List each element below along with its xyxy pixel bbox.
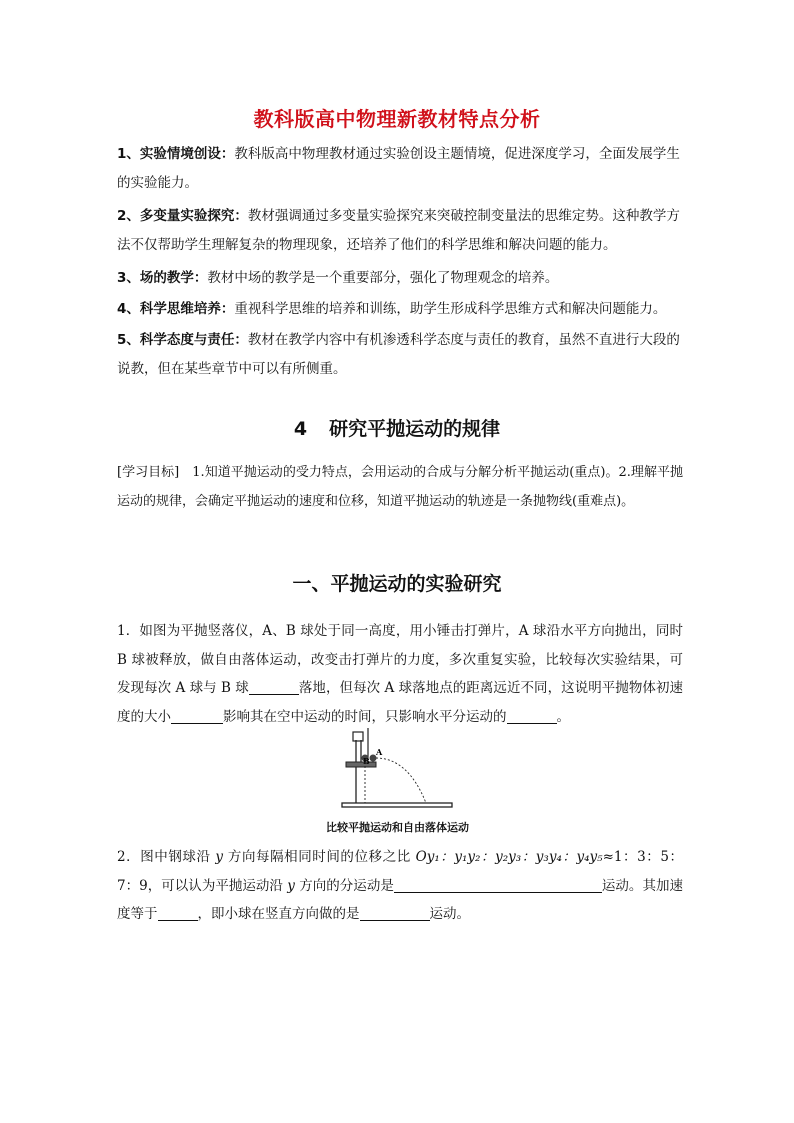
feature-text: 教材中场的教学是一个重要部分，强化了物理观念的培养。 [207, 270, 559, 286]
q2-text-5: 运动。其加速度等于 [117, 877, 683, 922]
chapter-title: 研究平抛运动的规律 [329, 418, 501, 440]
figure-caption: 比较平抛运动和自由落体运动 [326, 821, 469, 834]
feature-text: 教材在教学内容中有机渗透科学态度与责任的教育，虽然不直进行大段的说教，但在某些章节中可以有所侧重。 [117, 332, 680, 377]
feature-item-3 [117, 264, 687, 293]
question-1 [117, 617, 683, 731]
q2-text-4: 方向的分运动是 [294, 877, 394, 894]
chapter-number: 4 [293, 418, 308, 440]
answer-blank-6[interactable] [360, 906, 430, 921]
q1-text-2: 落地，但每次 A 球落地点的距离远近不同，这说明平抛物体初速度的大小 [117, 680, 683, 725]
ratio-value: ≈1：3：5：7：9， [117, 849, 683, 894]
chapter-heading [0, 414, 794, 441]
q2-text-7: 运动。 [429, 906, 470, 922]
feature-item-5 [117, 326, 687, 384]
label-b: B [363, 756, 370, 766]
var-y: y [287, 877, 295, 894]
question-2 [117, 843, 683, 929]
hammer-head [353, 732, 363, 741]
feature-head: 4、科学思维培养： [117, 301, 235, 317]
displacement-ratio: Oy₁：y₁y₂：y₂y₃：y₃y₄：y₄y₅ [415, 849, 603, 865]
projectile-path [376, 758, 426, 803]
q1-text-3: 影响其在空中运动的时间，只影响水平分运动的 [223, 708, 507, 725]
answer-blank-1[interactable] [249, 680, 299, 695]
spring-plate [346, 762, 376, 767]
page-title: 教科版高中物理新教材特点分析 [253, 107, 541, 131]
section-title: 一、平抛运动的实验研究 [292, 573, 502, 595]
feature-head: 3、场的教学： [117, 270, 208, 286]
feature-head: 1、实验情境创设： [117, 146, 235, 162]
answer-blank-5[interactable] [158, 906, 198, 921]
feature-item-2 [117, 202, 687, 260]
q2-text-6: ，即小球在竖直方向做的是 [197, 906, 360, 922]
q1-text-4: 。 [556, 708, 570, 725]
answer-blank-4[interactable] [394, 878, 602, 893]
q2-text-3: 可以认为平抛运动沿 [161, 877, 288, 894]
base-plate [342, 803, 452, 807]
feature-head: 5、科学态度与责任： [117, 332, 248, 348]
q2-text-1: 2．图中钢球沿 [117, 849, 216, 865]
q1-text-1: 1．如图为平抛竖落仪，A、B 球处于同一高度，用小锤击打弹片，A 球沿水平方向抛出，同时 B 球被释放，做自由落体运动，改变击打弹片的力度，多次重复实验，比较每次实验结果，可发现每次 A 球与 B 球 [117, 623, 683, 696]
feature-head: 2、多变量实验探究： [117, 208, 248, 224]
feature-text: 教材强调通过多变量实验探究来突破控制变量法的思维定势。这种教学方法不仅帮助学生理解复杂的物理现象，还培养了他们的科学思维和解决问题的能力。 [117, 208, 680, 253]
answer-blank-2[interactable] [171, 709, 223, 724]
label-a: A [376, 747, 383, 757]
feature-item-4 [117, 295, 687, 324]
answer-blank-3[interactable] [507, 709, 557, 724]
feature-item-1 [117, 140, 687, 198]
feature-text: 教科版高中物理教材通过实验创设主题情境，促进深度学习，全面发展学生的实验能力。 [117, 146, 680, 191]
var-y: y [215, 849, 224, 865]
learning-objectives: [学习目标] 1.知道平抛运动的受力特点，会用运动的合成与分解分析平抛运动(重点)。2.理解平抛运动的规律，会确定平抛运动的速度和位移，知道平抛运动的轨迹是一条抛物线(重难点)。 [117, 465, 683, 509]
q2-text-2: 方向每隔相同时间的位移之比 [223, 849, 416, 865]
feature-text: 重视科学思维的培养和训练，助学生形成科学思维方式和解决问题能力。 [234, 301, 667, 317]
